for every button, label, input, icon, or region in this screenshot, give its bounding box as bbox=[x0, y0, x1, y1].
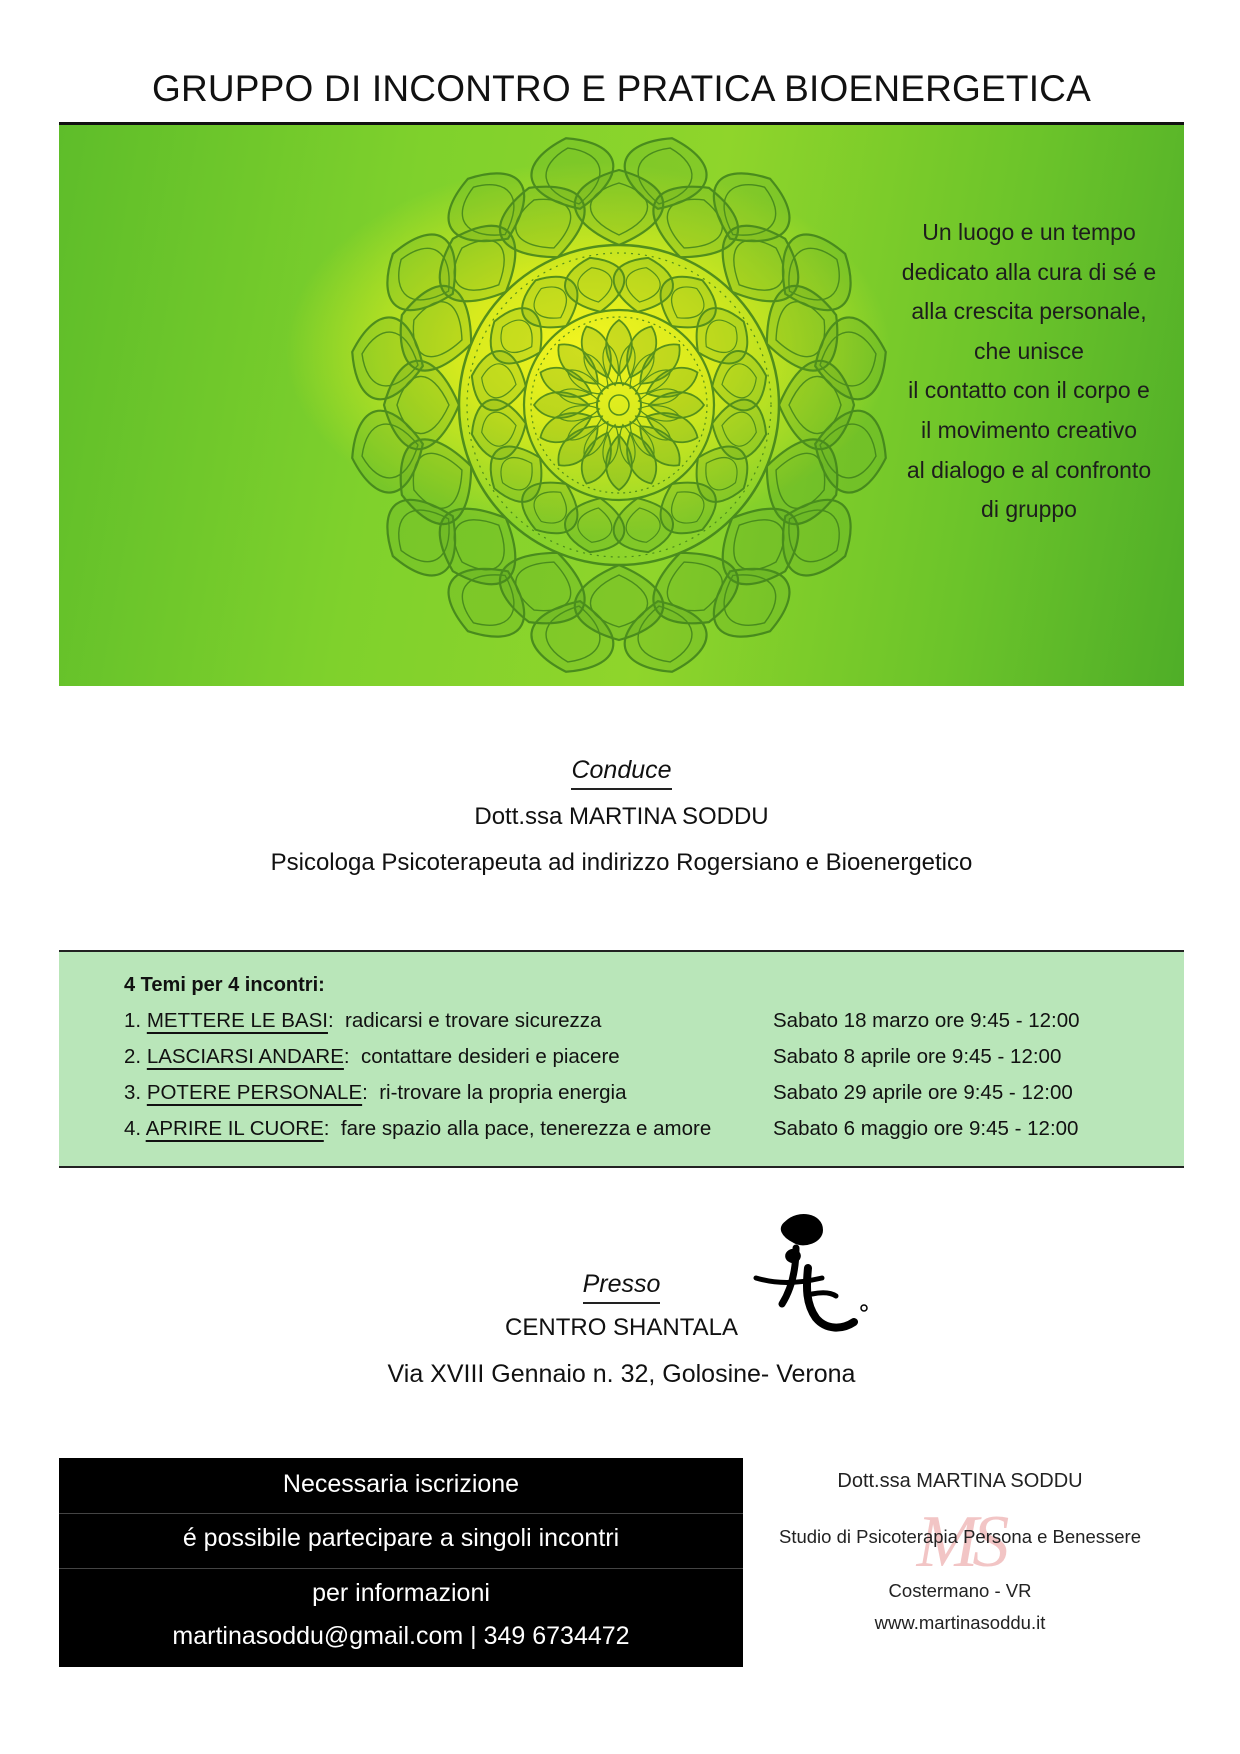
info-label: per informazioni bbox=[312, 1579, 490, 1607]
tagline-line: il contatto con il corpo e bbox=[908, 377, 1150, 404]
theme-row: 3. POTERE PERSONALE: ri-trovare la propria energia Sabato 29 aprile ore 9:45 - 12:00 bbox=[124, 1081, 1073, 1104]
theme-keyword: METTERE LE BASI bbox=[146, 1009, 328, 1032]
theme-keyword: POTERE PERSONALE bbox=[146, 1081, 363, 1104]
tagline-line: che unisce bbox=[974, 337, 1084, 364]
theme-description: ri-trovare la propria energia bbox=[379, 1081, 627, 1104]
tagline-line: dedicato alla cura di sé e bbox=[901, 258, 1157, 285]
studio-city: Costermano - VR bbox=[888, 1580, 1032, 1601]
themes-heading: 4 Temi per 4 incontri: bbox=[124, 974, 325, 996]
theme-number: 2. bbox=[124, 1045, 142, 1068]
centro-shantala-logo bbox=[752, 1208, 872, 1336]
theme-number: 1. bbox=[124, 1009, 142, 1032]
contact-info[interactable]: martinasoddu@gmail.com | 349 6734472 bbox=[172, 1622, 630, 1650]
theme-date: Sabato 8 aprile ore 9:45 - 12:00 bbox=[773, 1045, 1062, 1068]
studio-website[interactable]: www.martinasoddu.it bbox=[874, 1612, 1046, 1633]
info-box bbox=[59, 1458, 743, 1667]
mandala-banner bbox=[59, 122, 1184, 686]
theme-keyword: APRIRE IL CUORE bbox=[145, 1117, 324, 1140]
conductor-section bbox=[59, 756, 1184, 877]
venue-label: Presso bbox=[583, 1270, 661, 1304]
theme-row: 2. LASCIARSI ANDARE: contattare desideri e piacere Sabato 8 aprile ore 9:45 - 12:00 bbox=[124, 1045, 1062, 1068]
theme-row: 1. METTERE LE BASI: radicarsi e trovare sicurezza Sabato 18 marzo ore 9:45 - 12:00 bbox=[124, 1009, 1080, 1032]
conduct-label: Conduce bbox=[571, 756, 671, 790]
tagline-line: di gruppo bbox=[981, 496, 1077, 523]
single-session-note: é possibile partecipare a singoli incontri bbox=[182, 1524, 620, 1552]
venue-address: Via XVIII Gennaio n. 32, Golosine- Verona bbox=[387, 1360, 856, 1388]
themes-panel bbox=[59, 950, 1184, 1168]
conductor-role: Psicologa Psicoterapeuta ad indirizzo Rogersiano e Bioenergetico bbox=[270, 849, 973, 876]
mandala-illustration bbox=[339, 125, 899, 685]
registration-note: Necessaria iscrizione bbox=[282, 1470, 520, 1498]
theme-number: 4. bbox=[124, 1117, 142, 1140]
theme-date: Sabato 6 maggio ore 9:45 - 12:00 bbox=[773, 1117, 1079, 1140]
divider bbox=[59, 1568, 743, 1569]
studio-description: Studio di Psicoterapia Persona e Benessere bbox=[779, 1526, 1141, 1547]
theme-description: radicarsi e trovare sicurezza bbox=[345, 1009, 602, 1032]
divider bbox=[59, 1513, 743, 1514]
venue-section bbox=[59, 1270, 1184, 1389]
page-title: GRUPPO DI INCONTRO E PRATICA BIOENERGETICA bbox=[151, 68, 1091, 109]
theme-row: 4. APRIRE IL CUORE: fare spazio alla pace, tenerezza e amore Sabato 6 maggio ore 9:45 - 12:00 bbox=[124, 1117, 1079, 1140]
theme-keyword: LASCIARSI ANDARE bbox=[146, 1045, 344, 1068]
theme-description: contattare desideri e piacere bbox=[361, 1045, 620, 1068]
tagline-line: Un luogo e un tempo bbox=[922, 219, 1136, 245]
ms-monogram-logo: MS bbox=[916, 1501, 1004, 1583]
theme-description: fare spazio alla pace, tenerezza e amore bbox=[340, 1117, 712, 1140]
conductor-name: Dott.ssa MARTINA SODDU bbox=[474, 803, 769, 830]
tagline-line: il movimento creativo bbox=[920, 416, 1138, 443]
tagline bbox=[887, 213, 1171, 530]
venue-name: CENTRO SHANTALA bbox=[505, 1314, 738, 1341]
theme-number: 3. bbox=[124, 1081, 142, 1104]
studio-doctor-name: Dott.ssa MARTINA SODDU bbox=[837, 1470, 1083, 1492]
tagline-line: al dialogo e al confronto bbox=[906, 456, 1152, 483]
tagline-line: alla crescita personale, bbox=[911, 298, 1147, 325]
theme-date: Sabato 18 marzo ore 9:45 - 12:00 bbox=[773, 1009, 1080, 1032]
theme-date: Sabato 29 aprile ore 9:45 - 12:00 bbox=[773, 1081, 1073, 1104]
